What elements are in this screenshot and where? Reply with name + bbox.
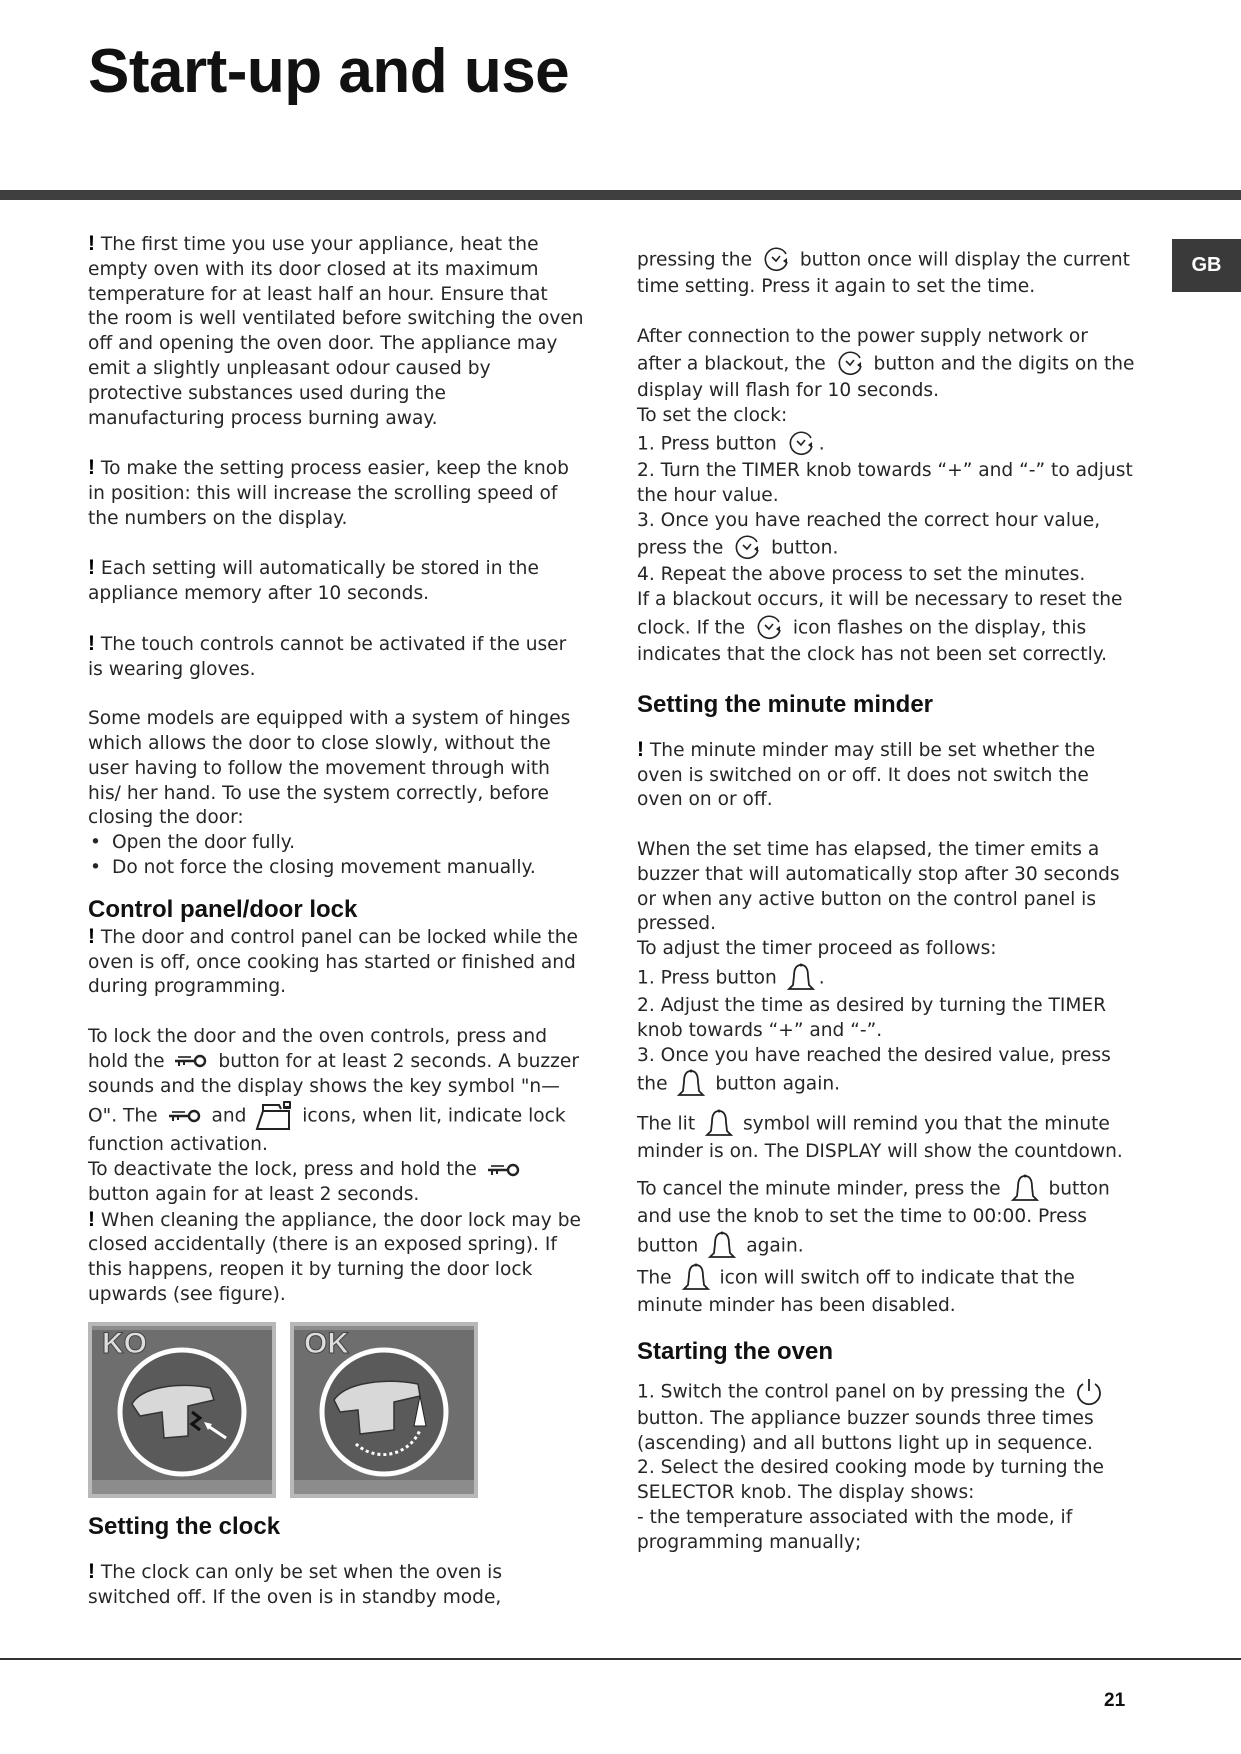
exclamation-icon: ! xyxy=(88,556,95,580)
exclamation-icon: ! xyxy=(88,456,95,480)
note-first-use: ! The first time you use your appliance, heat the empty oven with its door closed at its maximum temperature for at least half an hour. Ensure that the room is well ventilated before switching the oven off and opening the oven door. The appliance may emit a slightly unpleasant odour caused by protective substances used during the manufacturing process burning away. xyxy=(88,232,584,429)
minder-buzzer-text: When the set time has elapsed, the timer emits a buzzer that will automatically stop after 30 seconds or when any active button on the control panel is pressed. xyxy=(637,838,1120,935)
clock-step-4: 4. Repeat the above process to set the minutes. xyxy=(637,564,1086,586)
bell-icon xyxy=(707,1230,737,1262)
door-lock-icon xyxy=(255,1099,293,1133)
clock-icon xyxy=(761,245,791,275)
right-column xyxy=(637,245,1137,1556)
minder-note: ! The minute minder may still be set whether the oven is switched on or off. It does not switch the oven on or off. xyxy=(637,737,1096,811)
blackout-reset-text: If a blackout occurs, it will be necessary to reset the clock. If the icon flashes on the display, this indicates that the clock has not been set correctly. xyxy=(637,589,1123,665)
bell-icon xyxy=(786,962,816,994)
start-step-3: - the temperature associated with the mode, if programming manually; xyxy=(637,1506,1073,1553)
exclamation-icon: ! xyxy=(637,737,644,761)
exclamation-icon: ! xyxy=(88,924,95,948)
clock-icon xyxy=(835,349,865,379)
power-icon xyxy=(1074,1377,1104,1407)
heading-minute-minder: Setting the minute minder xyxy=(637,690,934,718)
clock-step-1: 1. Press button . xyxy=(637,429,1137,459)
clock-step-2: 2. Turn the TIMER knob towards “+” and “-” to adjust the hour value. xyxy=(637,459,1133,506)
clock-icon xyxy=(754,613,784,643)
start-step-1: 1. Switch the control panel on by pressing the button. The appliance buzzer sounds three times (ascending) and all buttons light up in sequence. xyxy=(637,1377,1137,1457)
bell-icon xyxy=(676,1068,706,1100)
door-lock-warning: ! When cleaning the appliance, the door lock may be closed accidentally (there is an exposed spring). If this happens, reopen it by turning the door lock upwards (see figure). xyxy=(88,1207,581,1306)
minder-cancel-text: To cancel the minute minder, press the button and use the knob to set the time to 00:00. Press button again. xyxy=(637,1173,1137,1262)
minder-step-1: 1. Press button . xyxy=(637,962,1137,994)
figure-ko xyxy=(88,1322,276,1498)
figure-label-ok: OK xyxy=(304,1326,349,1360)
clock-step-3: 3. Once you have reached the correct hour value, press the button. xyxy=(637,509,1137,564)
page-number: 21 xyxy=(1104,1690,1126,1711)
unlock-instructions: To deactivate the lock, press and hold the button again for at least 2 seconds. xyxy=(88,1158,584,1208)
language-tab: GB xyxy=(1172,239,1241,292)
key-icon xyxy=(486,1161,522,1179)
header-rule xyxy=(0,190,1241,200)
hinges-paragraph: Some models are equipped with a system of hinges which allows the door to close slowly, without the user having to follow the movement through with his/ her hand. To use the system correctly, before closing the door: xyxy=(88,708,571,829)
minder-lit-text: The lit symbol will remind you that the minute minder is on. The DISPLAY will show the countdown. xyxy=(637,1108,1137,1165)
clock-icon xyxy=(786,429,816,459)
clock-icon xyxy=(732,533,762,563)
figure-ok xyxy=(290,1322,478,1498)
exclamation-icon: ! xyxy=(88,1207,95,1231)
exclamation-icon: ! xyxy=(88,232,95,255)
note-gloves: ! The touch controls cannot be activated if the user is wearing gloves. xyxy=(88,631,567,680)
note-knob: ! To make the setting process easier, keep the knob in position: this will increase the scrolling speed of the numbers on the display. xyxy=(88,456,569,529)
note-memory: ! Each setting will automatically be stored in the appliance memory after 10 seconds. xyxy=(88,556,539,605)
heading-setting-clock: Setting the clock xyxy=(88,1512,281,1540)
set-clock-intro: To set the clock: xyxy=(637,405,788,427)
minder-intro: To adjust the timer proceed as follows: xyxy=(637,938,997,960)
blackout-text: After connection to the power supply network or after a blackout, the button and the digits on the display will flash for 10 seconds. xyxy=(637,325,1135,402)
hinges-list xyxy=(88,831,584,881)
lock-instructions: To lock the door and the oven controls, press and hold the button for at least 2 seconds. A buzzer sounds and the display shows the key symbol "n—O". The and icons, when lit, indicate lock function activation. xyxy=(88,1025,579,1156)
door-lock-figures xyxy=(88,1322,584,1498)
clock-display-text: pressing the button once will display the current time setting. Press it again to set the time. xyxy=(637,245,1137,300)
left-column xyxy=(88,232,584,1610)
bell-icon xyxy=(704,1108,734,1140)
exclamation-icon: ! xyxy=(88,1559,95,1583)
lock-note: ! The door and control panel can be locked while the oven is off, once cooking has started or finished and during programming. xyxy=(88,924,578,998)
list-item: • Open the door fully. xyxy=(88,831,584,856)
minder-step-3: 3. Once you have reached the desired value, press the button again. xyxy=(637,1044,1137,1101)
heading-starting-oven: Starting the oven xyxy=(637,1337,834,1365)
minder-step-2: 2. Adjust the time as desired by turning the TIMER knob towards “+” and “-”. xyxy=(637,994,1107,1041)
footer-rule xyxy=(0,1658,1241,1660)
page-title: Start-up and use xyxy=(88,37,570,106)
heading-control-panel-lock: Control panel/door lock xyxy=(88,895,358,923)
bell-icon xyxy=(1010,1173,1040,1205)
exclamation-icon: ! xyxy=(88,631,95,655)
start-step-2: 2. Select the desired cooking mode by turning the SELECTOR knob. The display shows: xyxy=(637,1457,1104,1504)
bell-icon xyxy=(681,1262,711,1294)
list-item: • Do not force the closing movement manually. xyxy=(88,856,584,881)
clock-note: ! The clock can only be set when the oven is switched off. If the oven is in standby mode, xyxy=(88,1559,503,1608)
key-icon xyxy=(173,1052,209,1070)
figure-label-ko: KO xyxy=(102,1326,147,1360)
key-icon xyxy=(167,1107,203,1125)
minder-disabled-text: The icon will switch off to indicate that the minute minder has been disabled. xyxy=(637,1262,1137,1319)
